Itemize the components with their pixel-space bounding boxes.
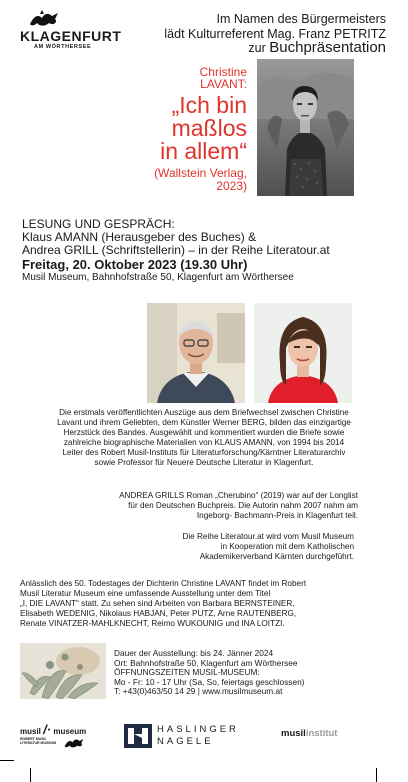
paragraph-ausstellung: [20, 579, 390, 629]
crop-mark: [376, 768, 377, 782]
sponsor-footer: [0, 716, 408, 756]
p4-line: Elisabeth WEDENIG, Nikolaus HABJAN, Peter PUTZ, Arne RAUTENBERG,: [20, 609, 297, 618]
klagenfurt-dragon-icon: [62, 737, 86, 749]
event-speaker-1: Klaus AMANN (Herausgeber des Buches) &: [22, 230, 257, 244]
book-title-line-3: in allem“: [160, 138, 247, 164]
paragraph-literatour: [120, 532, 354, 562]
invitation-header: [146, 12, 386, 56]
p4-line: Musil Literatur Museum eine umfassende Ausstellung unter dem Titel: [20, 589, 271, 598]
slash-icon: /·: [43, 722, 52, 737]
expo-duration: Dauer der Ausstellung: bis 24. Jänner 2024: [114, 648, 274, 658]
book-title-block: [104, 66, 247, 193]
p1-line: Leiter des Robert Musil-Instituts für Literaturforschung/Kärntner Literaturarchiv: [62, 448, 346, 457]
haslinger-mark-icon: [124, 724, 152, 748]
p1-line: Lavant und ihrem Geliebten, dem Künstler Werner BERG, bilden das einzigartige: [57, 418, 351, 427]
paragraph-briefwechsel: [26, 408, 382, 468]
p3-line: in Kooperation mit dem Katholischen: [220, 542, 354, 551]
book-title-line-1: „Ich bin: [171, 92, 247, 118]
event-date: Freitag, 20. Oktober 2023 (19.30 Uhr): [22, 257, 248, 272]
haslinger-nagele-logo: [124, 724, 264, 748]
mi-institut: institut: [305, 728, 338, 739]
p2-line: ANDREA GRILLS Roman „Cherubino“ (2019) war auf der Longlist: [119, 491, 358, 500]
event-details: [22, 218, 392, 284]
paragraph-grill: [58, 491, 358, 521]
musil-sub-2: LITERATUR MUSEUM: [20, 741, 57, 745]
p4-line: Anlässlich des 50. Todestages der Dichterin Christine LAVANT findet im Robert: [20, 579, 307, 588]
lavant-portrait-photo: [257, 59, 354, 196]
musil-museum-logo-a: musil: [20, 727, 41, 736]
musil-museum-logo-b: museum: [53, 727, 87, 736]
expo-location: Ort: Bahnhofstraße 50, Klagenfurt am Wörthersee: [114, 657, 298, 668]
expo-contact: T: +43(0)463/50 14 29 | www.musilmuseum.at: [114, 686, 283, 697]
p2-line: Ingeborg- Bachmann-Preis in Klagenfurt teil.: [196, 511, 358, 520]
book-author-first: Christine: [199, 65, 247, 79]
musil-sub-1: ROBERT MUSIL: [20, 737, 47, 741]
crop-mark: [0, 760, 14, 761]
expo-hours: Mo - Fr: 10 - 17 Uhr (Sa, So, feiertags geschlossen): [114, 676, 305, 687]
logo-city-name: KLAGENFURT: [20, 28, 122, 44]
mi-musil: musil: [281, 728, 306, 739]
p1-line: Herzstück des Bandes. Ausgewählt und kommentiert wurden die Briefe sowie: [63, 428, 345, 437]
book-title-line-2: maßlos: [171, 115, 247, 141]
event-venue: Musil Museum, Bahnhofstraße 50, Klagenfurt am Wörthersee: [22, 272, 294, 283]
invite-line-2: lädt Kulturreferent Mag. Franz PETRITZ: [164, 26, 386, 41]
book-year: 2023): [216, 179, 247, 193]
p4-line: Renate VINATZER-MAHLKNECHT, Reimo WUKOUNIG und INA LOITZI.: [20, 619, 285, 628]
invite-line-1: Im Namen des Bürgermeisters: [216, 12, 386, 26]
haslinger-word: HASLINGER: [157, 724, 239, 735]
event-heading: LESUNG UND GESPRÄCH:: [22, 217, 175, 231]
event-speaker-2: Andrea GRILL (Schriftstellerin) – in der Reihe Literatour.at: [22, 243, 330, 257]
dragon-crest-icon: [28, 10, 60, 28]
invite-line-3: [146, 41, 386, 56]
musil-museum-logo: [20, 722, 115, 749]
invite-zur: zur: [248, 41, 266, 55]
logo-city-sub: AM WÖRTHERSEE: [34, 44, 92, 50]
exhibition-info: [114, 649, 394, 697]
nagele-word: NAGELE: [157, 736, 214, 747]
p2-line: für den Deutschen Buchpreis. Die Autorin nahm 2007 nahm am: [128, 501, 358, 510]
p4-line: „I, DIE LAVANT“ statt. Zu sehen sind Arbeiten von Barbara BERNSTEINER,: [20, 599, 295, 608]
klagenfurt-logo: [20, 10, 130, 50]
p3-line: Akademikerverband Kärnten durchgeführt.: [199, 552, 354, 561]
invite-buchpraesentation: Buchpräsentation: [269, 39, 386, 56]
expo-hours-heading: ÖFFNUNGSZEITEN MUSIL-MUSEUM:: [114, 667, 260, 678]
musil-institut-logo: [281, 728, 361, 739]
klaus-amann-photo: [147, 303, 245, 403]
p1-line: sowie Professor für Neuere Deutsche Literatur in Klagenfurt.: [94, 458, 314, 467]
crop-mark: [30, 768, 31, 782]
p3-line: Die Reihe Literatour.at wird vom Musil Museum: [182, 532, 354, 541]
andrea-grill-photo: [254, 303, 352, 403]
book-author-last: LAVANT:: [200, 77, 247, 91]
book-publisher: (Wallstein Verlag,: [154, 166, 247, 180]
p1-line: zahlreiche biographische Materialien von KLAUS AMANN, von 1994 bis 2014: [63, 438, 345, 447]
plant-illustration: [20, 643, 106, 699]
p1-line: Die erstmals veröffentlichten Auszüge aus dem Briefwechsel zwischen Christine: [59, 408, 349, 417]
